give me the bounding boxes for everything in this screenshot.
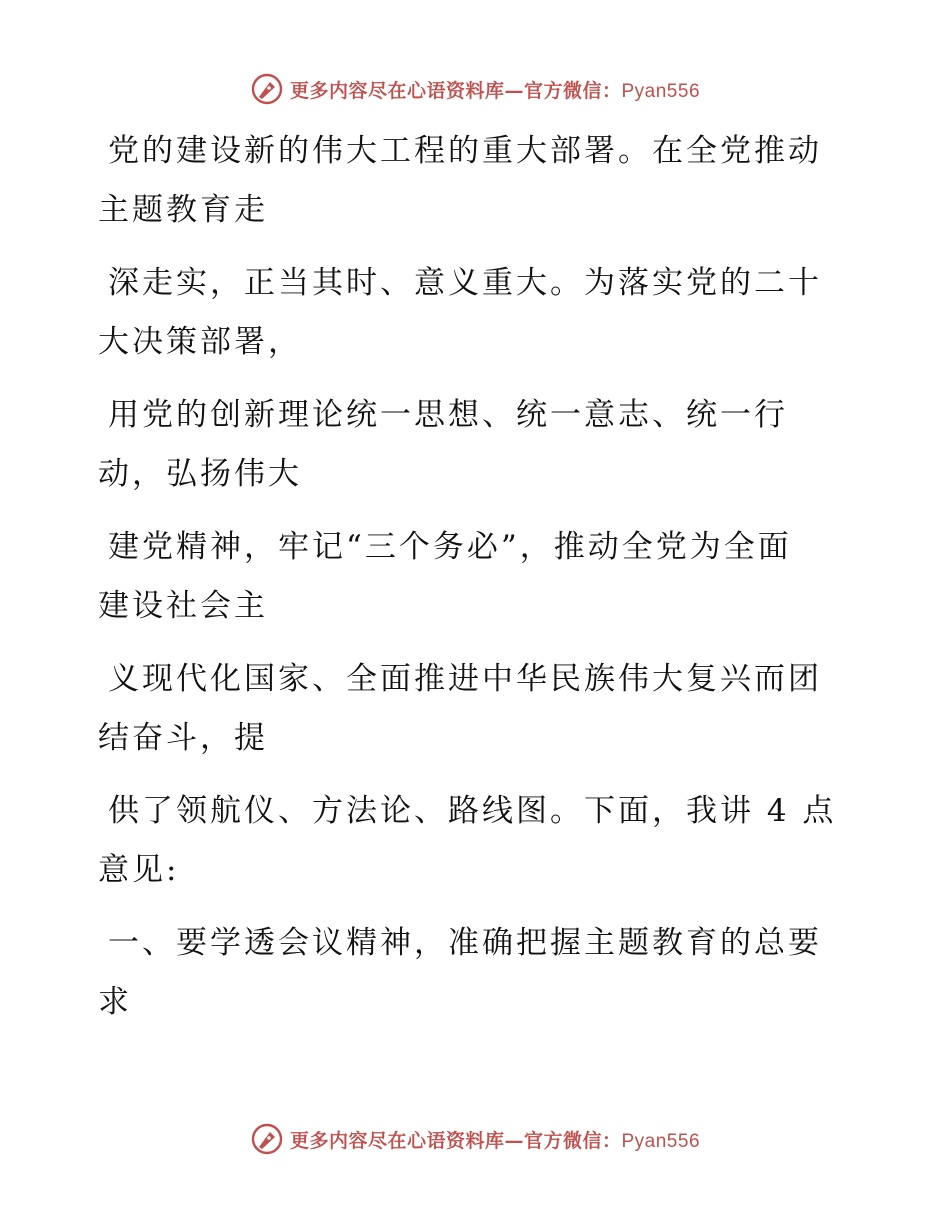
paragraph-line: 求 — [98, 984, 132, 1020]
paragraph-5 — [98, 650, 868, 768]
paragraph-line: 建党精神，牢记“三个务必”，推动全党为全面 — [108, 529, 792, 565]
paragraph-line: 义现代化国家、全面推进中华民族伟大复兴而团 — [108, 661, 822, 697]
pen-nib-logo — [250, 1122, 284, 1156]
paragraph-line: 主题教育走 — [98, 192, 268, 228]
watermark-label: 更多内容尽在心语资料库—官方微信： — [289, 79, 622, 102]
pen-nib-logo — [250, 72, 284, 106]
watermark-id: Pyan556 — [621, 1130, 701, 1152]
watermark-id: Pyan556 — [621, 80, 701, 102]
section-heading — [98, 914, 868, 1032]
paragraph-line: 结奋斗，提 — [98, 720, 268, 756]
paragraph-6 — [98, 782, 868, 900]
paragraph-line: 一、要学透会议精神，准确把握主题教育的总要 — [108, 925, 822, 961]
watermark-text — [290, 76, 700, 103]
paragraph-line: 建设社会主 — [98, 588, 268, 624]
paragraph-line: 大决策部署， — [98, 324, 302, 360]
paragraph-line: 党的建设新的伟大工程的重大部署。在全党推动 — [108, 133, 822, 169]
paragraph-2 — [98, 254, 868, 372]
paragraph-line: 动，弘扬伟大 — [98, 456, 302, 492]
paragraph-1 — [98, 122, 868, 240]
document-body — [98, 122, 868, 1046]
watermark-text — [290, 1126, 700, 1153]
header-watermark — [0, 72, 950, 106]
paragraph-4 — [98, 518, 868, 636]
paragraph-line: 深走实，正当其时、意义重大。为落实党的二十 — [108, 265, 822, 301]
paragraph-3 — [98, 386, 868, 504]
paragraph-line: 供了领航仪、方法论、路线图。下面，我讲 4 点 — [108, 793, 837, 829]
paragraph-line: 意见: — [98, 852, 180, 888]
paragraph-line: 用党的创新理论统一思想、统一意志、统一行 — [108, 397, 788, 433]
watermark-label: 更多内容尽在心语资料库—官方微信： — [289, 1129, 622, 1152]
footer-watermark — [0, 1122, 950, 1156]
